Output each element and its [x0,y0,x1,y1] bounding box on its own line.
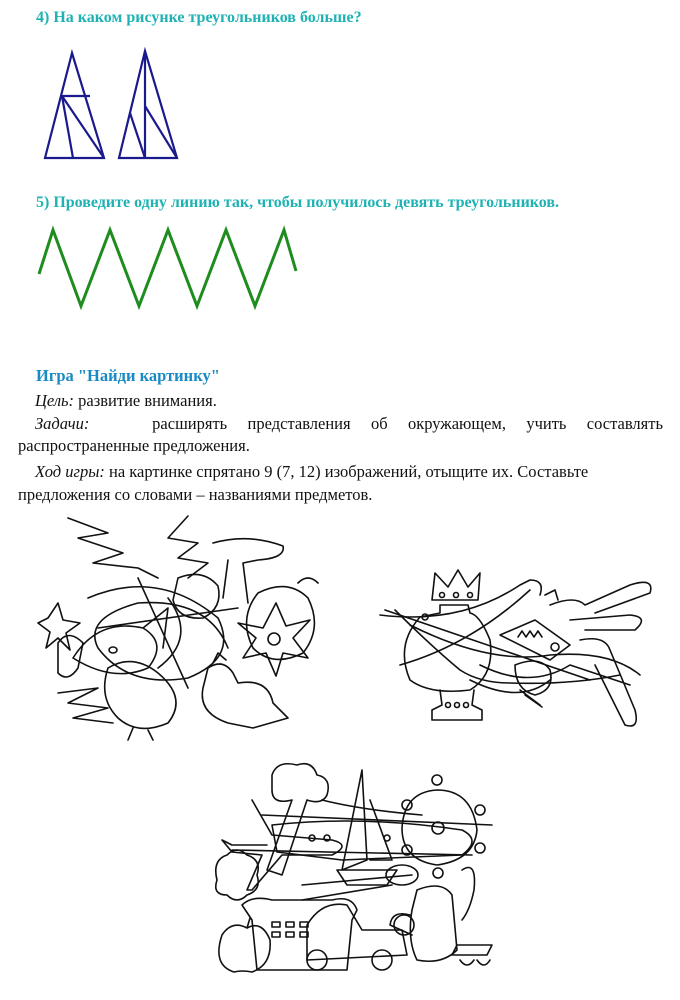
fish [73,608,168,674]
scribble-line [385,610,640,680]
cord [395,610,620,683]
samovar-base [432,690,482,720]
task4-title: 4) На каком рисунке треугольников больше? [36,9,362,26]
inner-line [145,106,177,158]
scissors-handle [386,865,418,885]
hidden-picture-transport [212,760,502,980]
scribble-line [232,800,492,855]
tree-cloud [267,764,328,875]
eye [109,647,117,653]
triangle-figure-right [115,48,185,160]
task5-title: 5) Проведите одну линию так, чтобы получилось девять треугольников. [36,194,560,211]
process-paragraph [35,461,665,483]
goal-text: развитие внимания. [74,391,217,410]
hidden-picture-objects [370,565,660,735]
process-text-line2: предложения со словами – названиями предметов. [18,485,373,504]
process-text-line1: на картинке спрятано 9 (7, 12) изображений, отыщите их. Составьте [104,462,589,481]
inner-line [130,113,145,158]
game-title: Игра "Найди картинку" [36,366,220,385]
sailboat [337,770,397,885]
tasks-text-line1: расширять представления об окружающем, учить составлять [152,414,663,433]
bird-wing-right [168,516,208,578]
process-label: Ход игры: [35,462,105,481]
tasks-label: Задачи: [35,414,90,433]
triangle-figure-left [40,48,110,160]
rooster [202,653,288,728]
flower [216,850,259,900]
tasks-text-line2: распространенные предложения. [18,436,250,455]
candle [452,868,492,966]
spring [518,631,542,637]
scissors [302,875,412,900]
pliers [550,582,651,630]
outer-triangle [45,53,104,158]
scribble [98,578,238,688]
goal-label: Цель: [35,391,75,410]
scribble [88,587,228,680]
bird-wing-left [68,518,158,578]
key [580,639,636,726]
hidden-picture-animals [38,508,338,738]
teapot [390,886,457,961]
zigzag-line [38,226,300,308]
airplane [222,800,342,890]
tree [213,539,283,603]
tasks-paragraph-line1 [35,413,663,435]
flower-center [268,633,280,645]
goal-paragraph [35,390,663,412]
apple [219,918,270,972]
